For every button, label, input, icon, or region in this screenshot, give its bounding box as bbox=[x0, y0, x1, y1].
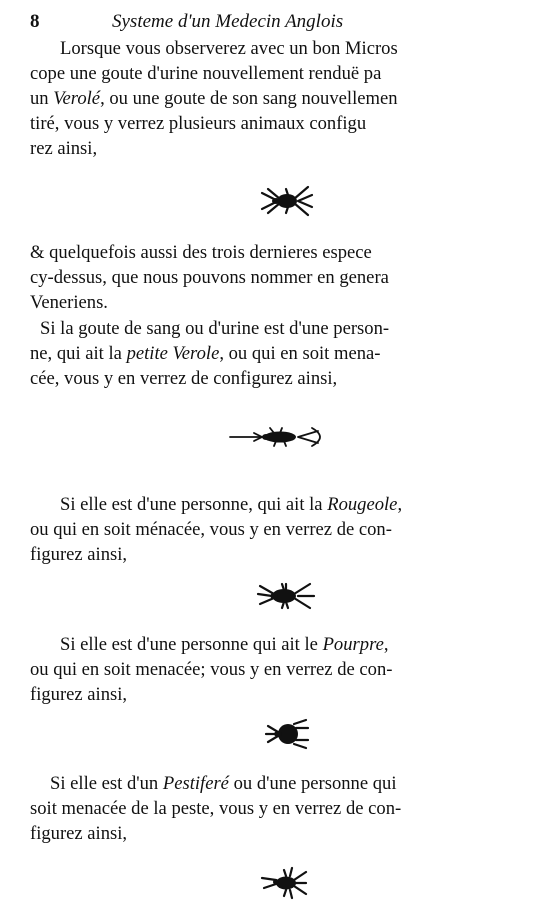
text-line: cée, vous y en verrez de configurez ainsi, bbox=[30, 368, 338, 389]
animalcule-icon bbox=[264, 718, 310, 750]
page-number: 8 bbox=[30, 11, 40, 32]
paragraph-5 bbox=[30, 632, 530, 707]
text-line: ou qui en soit menacée; vous y en verrez de con- bbox=[30, 659, 393, 680]
text-line: Si elle est d'une personne, qui ait la Rougeole, bbox=[60, 494, 403, 515]
text-line: soit menacée de la peste, vous y en verrez de con- bbox=[30, 798, 402, 819]
text-line: cope une goute d'urine nouvellement renduë pa bbox=[30, 63, 382, 84]
paragraph-4 bbox=[30, 492, 530, 567]
text-line: tiré, vous y verrez plusieurs animaux configu bbox=[30, 113, 367, 134]
italic-term: Pestiferé bbox=[162, 773, 229, 794]
animalcule-icon bbox=[258, 183, 314, 219]
text-line: & quelquefois aussi des trois dernieres espece bbox=[30, 242, 372, 263]
running-title: Systeme d'un Medecin Anglois bbox=[112, 11, 344, 32]
text-line: Si la goute de sang ou d'urine est d'une person- bbox=[40, 318, 390, 339]
italic-term: Verolé bbox=[53, 88, 101, 109]
text-line: figurez ainsi, bbox=[30, 544, 128, 565]
text-line: figurez ainsi, bbox=[30, 823, 128, 844]
animalcule-icon bbox=[228, 424, 332, 450]
paragraph-2 bbox=[30, 240, 530, 315]
text-line: Veneriens. bbox=[30, 292, 108, 313]
text-line: rez ainsi, bbox=[30, 138, 98, 159]
italic-term: Rougeole bbox=[327, 494, 398, 515]
text-line: ne, qui ait la petite Verole, ou qui en soit mena- bbox=[30, 343, 381, 364]
paragraph-3 bbox=[30, 316, 530, 391]
text-line: Si elle est d'un Pestiferé ou d'une personne qui bbox=[50, 773, 397, 794]
text-line: Lorsque vous observerez avec un bon Micros bbox=[60, 38, 398, 59]
text-line: un Verolé, ou une goute de son sang nouvellemen bbox=[30, 88, 398, 109]
animalcule-icon bbox=[256, 580, 316, 612]
italic-term: petite Verole bbox=[126, 343, 220, 364]
paragraph-6 bbox=[30, 771, 530, 846]
text-line: Si elle est d'une personne qui ait le Pourpre, bbox=[60, 634, 389, 655]
page-header bbox=[30, 10, 530, 34]
animalcule-icon bbox=[260, 866, 308, 900]
italic-term: Pourpre bbox=[322, 634, 384, 655]
paragraph-1 bbox=[30, 36, 530, 161]
text-line: cy-dessus, que nous pouvons nommer en genera bbox=[30, 267, 389, 288]
text-line: figurez ainsi, bbox=[30, 684, 128, 705]
text-line: ou qui en soit ménacée, vous y en verrez de con- bbox=[30, 519, 392, 540]
